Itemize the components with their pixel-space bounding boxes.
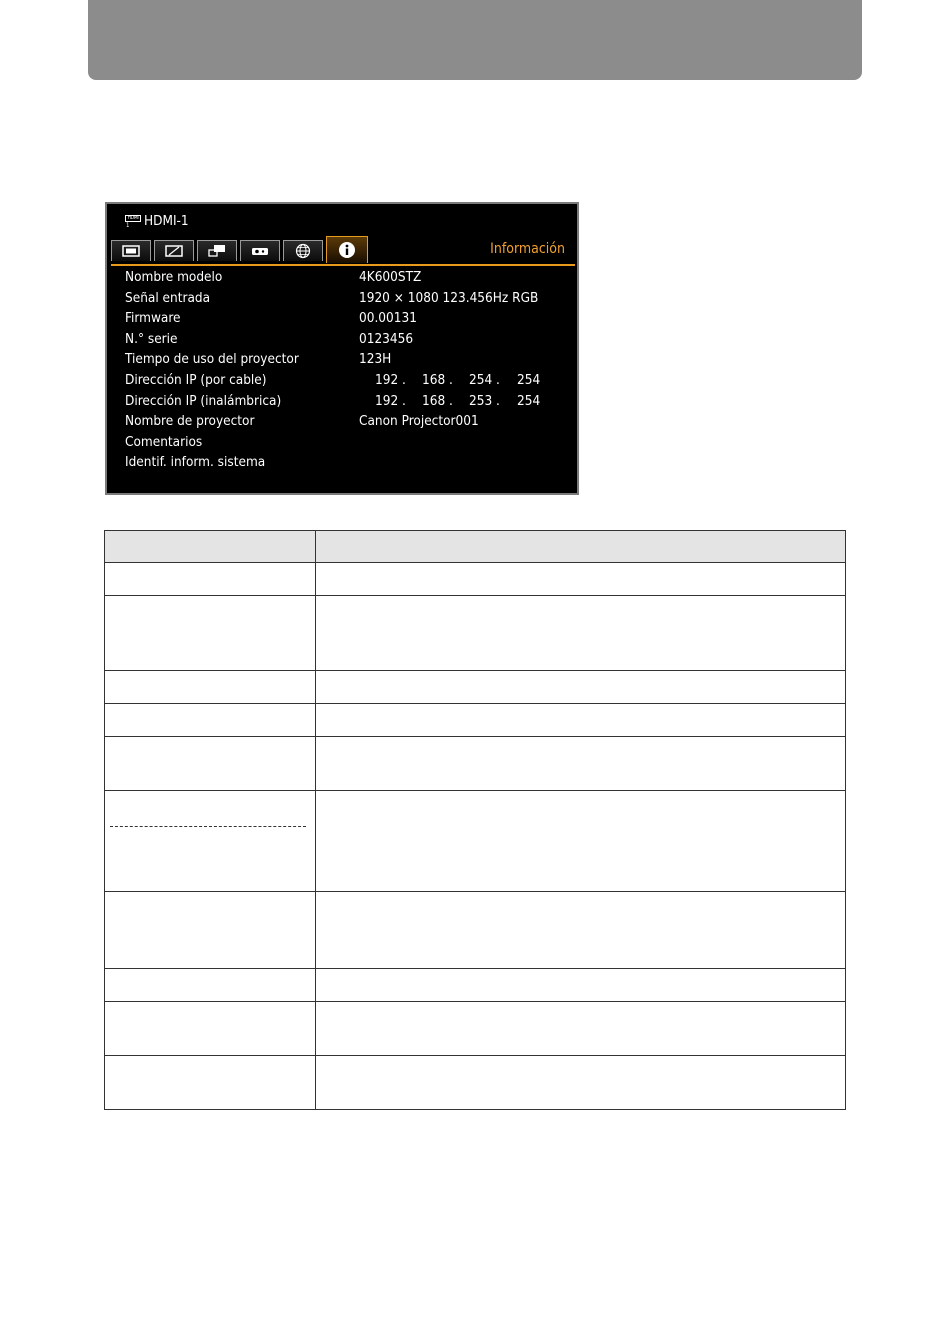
ip-octet: 168 . — [422, 392, 453, 409]
table-cell-description — [316, 791, 846, 892]
info-label: Nombre de proyector — [125, 413, 255, 430]
table-cell-item — [105, 791, 316, 892]
section-title: Información — [490, 241, 565, 257]
info-value: Canon Projector001 — [359, 413, 479, 430]
table-cell-description — [316, 531, 846, 563]
table-row — [105, 1002, 846, 1056]
info-row[interactable] — [125, 290, 565, 311]
ip-octet: 192 . — [375, 371, 406, 388]
ip-octet: 253 . — [469, 392, 500, 409]
ip-octet: 254 . — [469, 371, 500, 388]
projector-osd-menu — [105, 202, 579, 495]
table-cell-item — [105, 596, 316, 671]
table-row — [105, 596, 846, 671]
table-cell-description — [316, 704, 846, 737]
table-cell-item — [105, 737, 316, 791]
table-row — [105, 563, 846, 596]
info-label: Dirección IP (por cable) — [125, 371, 267, 388]
info-list — [125, 269, 565, 475]
projector-install-icon — [251, 245, 269, 257]
info-label: Comentarios — [125, 433, 203, 450]
table-row — [105, 671, 846, 704]
info-value: 4K600STZ — [359, 269, 422, 285]
table-row — [105, 737, 846, 791]
tab-information[interactable] — [326, 236, 368, 263]
info-row[interactable] — [125, 454, 565, 475]
table-row — [105, 704, 846, 737]
info-label: Identif. inform. sistema — [125, 454, 266, 471]
info-row[interactable] — [125, 269, 565, 290]
info-label: Dirección IP (inalámbrica) — [125, 392, 282, 409]
table-cell-item — [105, 704, 316, 737]
table-cell-description — [316, 892, 846, 969]
table-cell-description — [316, 969, 846, 1002]
tab-network[interactable] — [283, 240, 323, 261]
ip-octet: 254 — [517, 392, 541, 409]
table-cell-description — [316, 596, 846, 671]
dashed-divider — [110, 826, 306, 827]
table-cell-description — [316, 671, 846, 704]
info-value: 0123456 — [359, 330, 414, 347]
ip-octet: 168 . — [422, 371, 453, 388]
tab-installation[interactable] — [240, 240, 280, 261]
info-value: 1920 × 1080 123.456Hz RGB — [359, 289, 539, 306]
description-table — [104, 530, 846, 1110]
tab-image-adjust[interactable] — [154, 240, 194, 261]
info-value: 123H — [359, 351, 392, 368]
table-cell-item — [105, 1056, 316, 1110]
table-cell-description — [316, 1056, 846, 1110]
table-cell-description — [316, 737, 846, 791]
info-row[interactable] — [125, 434, 565, 455]
page-header-bar — [88, 0, 862, 80]
table-cell-item — [105, 969, 316, 1002]
table-header-row — [105, 531, 846, 563]
info-label: Nombre modelo — [125, 269, 223, 285]
network-globe-icon — [295, 243, 311, 259]
info-row[interactable] — [125, 351, 565, 372]
table-cell-item — [105, 892, 316, 969]
info-row[interactable] — [125, 413, 565, 434]
table-cell-item — [105, 1002, 316, 1056]
ip-octet: 192 . — [375, 392, 406, 409]
input-source-label: HDMI-1 — [144, 213, 189, 229]
input-settings-icon — [208, 244, 226, 258]
table-row — [105, 791, 846, 892]
image-adjust-icon — [165, 245, 183, 257]
tab-input-settings[interactable] — [197, 240, 237, 261]
screen-icon — [122, 245, 140, 257]
ip-octet: 254 — [517, 371, 541, 388]
menu-tabs — [111, 238, 371, 265]
info-row[interactable] — [125, 393, 565, 414]
info-row[interactable] — [125, 310, 565, 331]
tab-underline — [111, 264, 575, 266]
info-icon — [338, 241, 356, 259]
info-row[interactable] — [125, 372, 565, 393]
table-row — [105, 969, 846, 1002]
hdmi-icon: HDMI 1 — [125, 215, 141, 228]
table-cell-item — [105, 531, 316, 563]
info-label: N.° serie — [125, 330, 178, 347]
input-source-indicator — [125, 213, 189, 229]
table-row — [105, 892, 846, 969]
table-cell-item — [105, 671, 316, 704]
table-cell-description — [316, 1002, 846, 1056]
info-row[interactable] — [125, 331, 565, 352]
info-label: Señal entrada — [125, 289, 211, 306]
info-label: Firmware — [125, 310, 181, 327]
tab-screen[interactable] — [111, 240, 151, 261]
table-row — [105, 1056, 846, 1110]
info-label: Tiempo de uso del proyector — [125, 351, 299, 368]
table-cell-description — [316, 563, 846, 596]
table-cell-item — [105, 563, 316, 596]
info-value: 00.00131 — [359, 310, 417, 327]
